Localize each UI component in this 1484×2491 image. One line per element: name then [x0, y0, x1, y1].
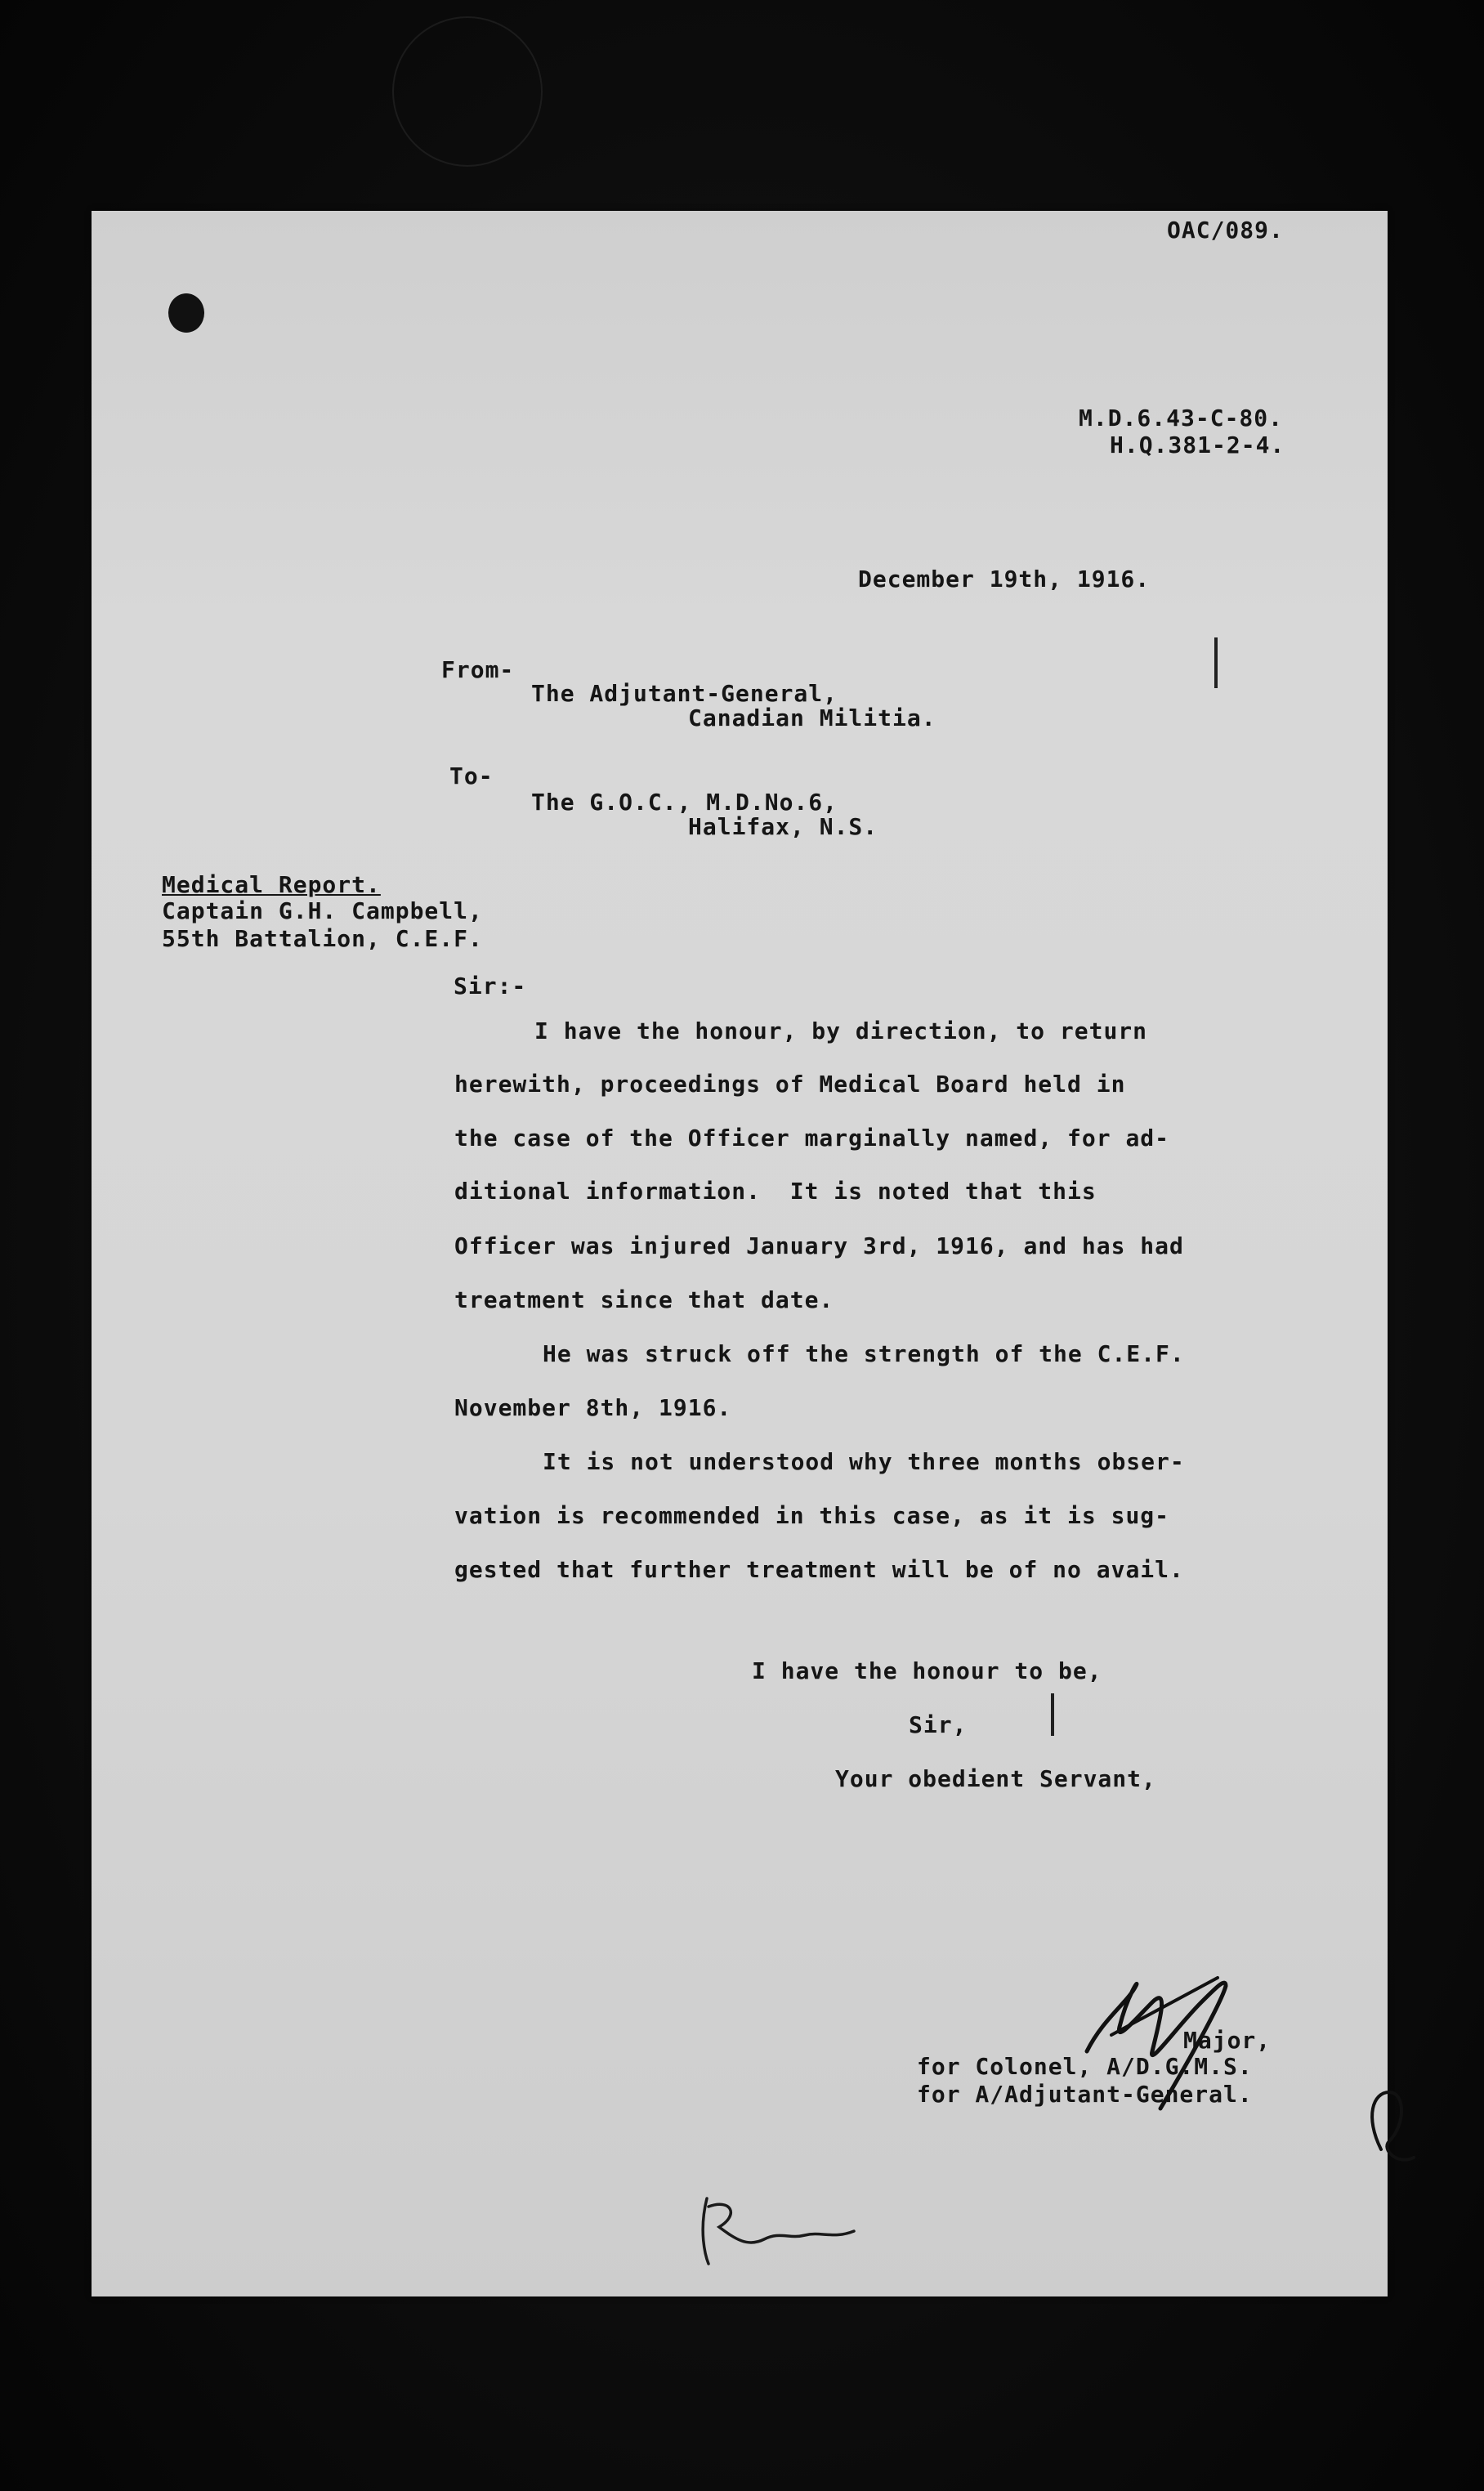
- signatory-line-1: for Colonel, A/D.G.M.S.: [917, 2053, 1253, 2080]
- recipient-line-2: Halifax, N.S.: [688, 813, 878, 840]
- recipient-line-1: The G.O.C., M.D.No.6,: [531, 789, 838, 816]
- margin-subject-line-2: 55th Battalion, C.E.F.: [162, 925, 483, 952]
- body-line: vation is recommended in this case, as it is sug-: [454, 1502, 1170, 1529]
- margin-subject-line-1: Captain G.H. Campbell,: [162, 897, 483, 924]
- reference-number-2: H.Q.381-2-4.: [1110, 432, 1285, 458]
- body-line: Officer was injured January 3rd, 1916, and has had: [454, 1232, 1184, 1259]
- salutation: Sir:-: [454, 973, 527, 1000]
- closing-line-2: Sir,: [909, 1711, 968, 1738]
- body-line: He was struck off the strength of the C.E.F.: [543, 1340, 1185, 1367]
- faint-stamp-mark: [392, 16, 543, 167]
- signatory-line-2: for A/Adjutant-General.: [917, 2081, 1253, 2108]
- to-label: To-: [449, 763, 494, 789]
- margin-subject-title: Medical Report.: [162, 871, 381, 898]
- body-line: gested that further treatment will be of no avail.: [454, 1556, 1184, 1583]
- body-line: the case of the Officer marginally named, for ad-: [454, 1125, 1170, 1152]
- pencil-tick-mark: [1051, 1693, 1054, 1736]
- body-line: ditional information. It is noted that this: [454, 1178, 1097, 1205]
- body-line: treatment since that date.: [454, 1286, 834, 1313]
- sender-line-2: Canadian Militia.: [688, 704, 936, 731]
- body-line: It is not understood why three months obser-: [543, 1448, 1185, 1475]
- closing-line-3: Your obedient Servant,: [835, 1765, 1156, 1792]
- letter-date: December 19th, 1916.: [858, 566, 1151, 593]
- from-label: From-: [441, 656, 515, 683]
- punch-hole-mark: [163, 290, 209, 336]
- handwritten-signature: [1038, 1929, 1422, 2174]
- reference-number-1: M.D.6.43-C-80.: [1079, 405, 1284, 432]
- body-line: I have the honour, by direction, to return: [534, 1017, 1148, 1044]
- body-line: November 8th, 1916.: [454, 1394, 732, 1421]
- sender-line-1: The Adjutant-General,: [531, 680, 838, 707]
- pencil-tick-mark: [1214, 637, 1218, 688]
- file-code: OAC/089.: [1167, 217, 1284, 244]
- body-line: herewith, proceedings of Medical Board held in: [454, 1071, 1126, 1098]
- handwritten-initials: [691, 2182, 870, 2272]
- signatory-rank: Major,: [1183, 2027, 1272, 2054]
- closing-line-1: I have the honour to be,: [752, 1657, 1102, 1684]
